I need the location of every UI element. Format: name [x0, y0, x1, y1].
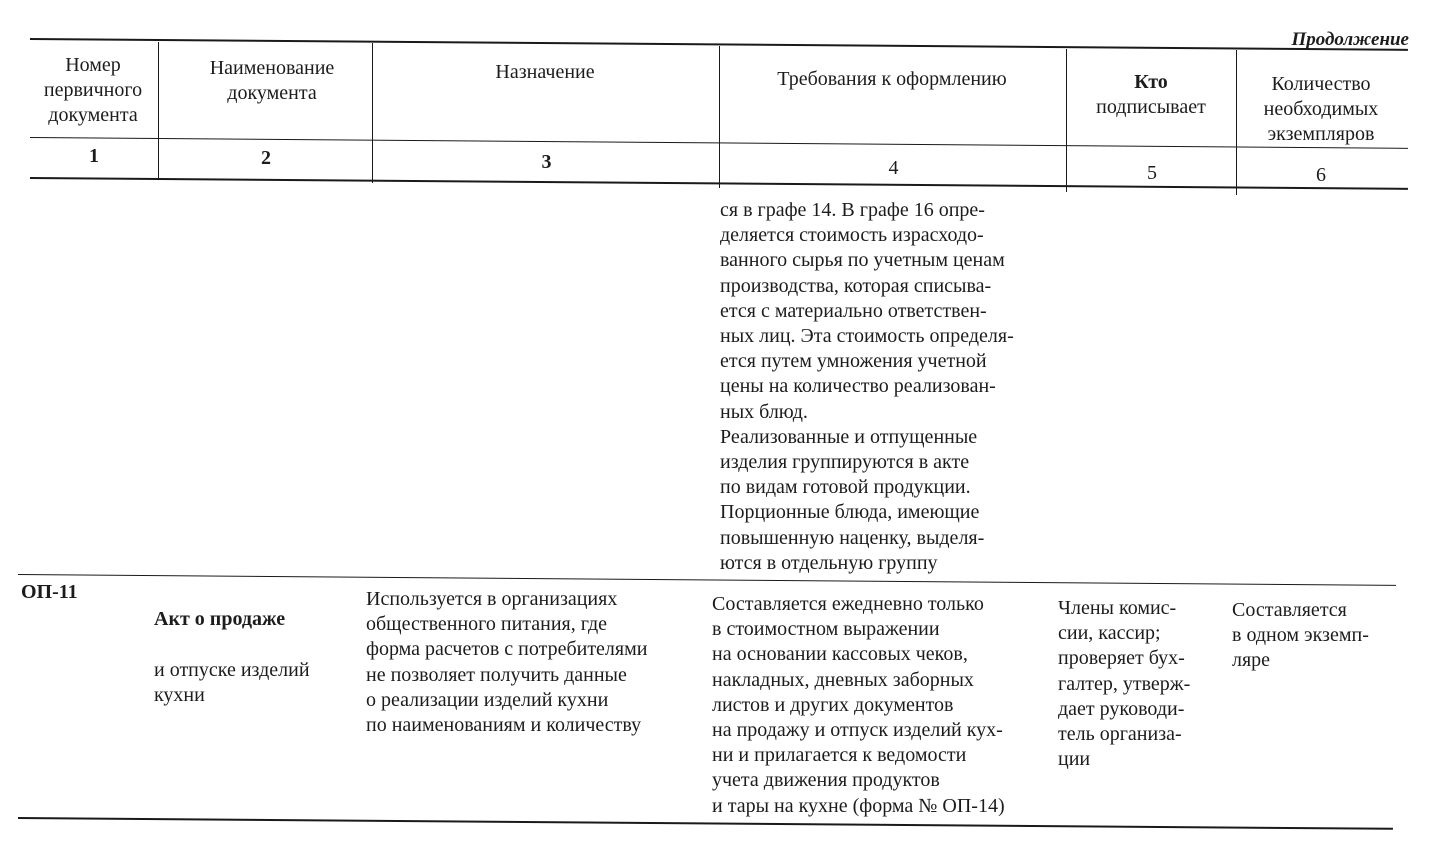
header-col-divider-3	[719, 46, 720, 188]
header-signers	[1068, 70, 1234, 120]
row-op11-signers: Члены комис- сии, кассир; проверяет бух- галтер, утверж- дает руководи- тель организа- ции	[1058, 597, 1191, 771]
header-signers-rest: подписывает	[1096, 96, 1206, 118]
header-copies: Количество необходимых экземпляров	[1263, 73, 1379, 145]
header-purpose: Назначение	[495, 61, 595, 83]
header-col-divider-2	[372, 43, 373, 183]
table-bottom-rule	[18, 817, 1393, 830]
row-op11-requirements: Составляется ежедневно только в стоимостном выражении на основании кассовых чеков, накладных, дневных заборных листов и других документов на продажу и отпуск изделий кух- ни и прилагается к ведомости учета движения продуктов и тары на кухне (форма № ОП-14)	[712, 593, 1005, 817]
row-op11-copies: Составляется в одном экземп- ляре	[1232, 599, 1369, 672]
row-op11-name-bold: Акт о продаже	[154, 608, 286, 631]
column-number-2: 2	[261, 147, 271, 169]
header-signers-bold: Кто	[1134, 71, 1168, 93]
header-col-divider-5	[1236, 50, 1237, 195]
column-number-3: 3	[541, 151, 552, 173]
continuation-label: Продолжение	[1291, 29, 1409, 50]
header-document-number: Номер первичного документа	[43, 54, 143, 126]
row-op11-code: ОП-11	[21, 581, 78, 603]
column-number-6: 6	[1316, 164, 1326, 186]
continued-requirements-text: ся в графе 14. В графе 16 опре- деляется стоимость израсходо- ванного сырья по учетным ценам производства, которая списыва- ется с материально ответствен- ных лиц. Эта стоимость определя- ется путем умножения учетной цены на количество реализован- ных блюд. Реализованные и отпущенные изделия группируются в акте по видам готовой продукции. Порционные блюда, имеющие повышенную наценку, выделя- ются в отдельную группу	[720, 199, 1014, 574]
row-op11-name	[154, 582, 364, 733]
column-number-1: 1	[89, 145, 99, 167]
header-requirements: Требования к оформлению	[777, 68, 1007, 90]
column-number-4: 4	[888, 157, 899, 179]
header-document-name: Наименование документа	[209, 57, 335, 104]
column-number-5: 5	[1147, 162, 1157, 184]
header-col-divider-4	[1066, 49, 1067, 192]
row-op11-name-rest: и отпуске изделий кухни	[154, 658, 310, 706]
row-op11-purpose: Используется в организациях общественного питания, где форма расчетов с потребителями не позволяет получить данные о реализации изделий кухни по наименованиям и количеству	[366, 588, 648, 737]
